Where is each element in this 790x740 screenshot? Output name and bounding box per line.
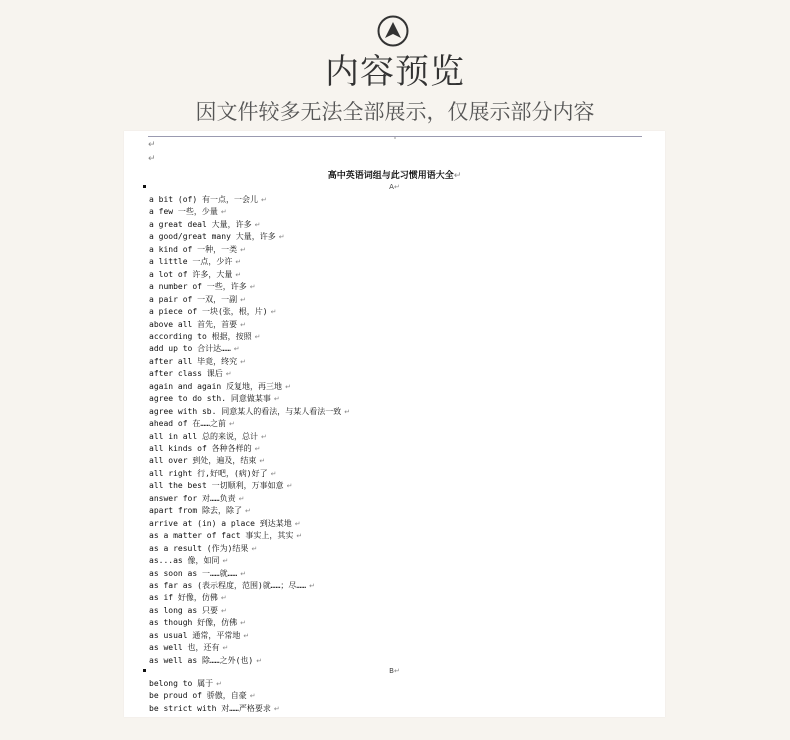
list-item	[149, 207, 227, 217]
list-item	[149, 282, 256, 292]
list-item	[149, 544, 257, 554]
list-item	[149, 357, 246, 367]
entry-text: as if 好像，仿佛	[149, 593, 218, 603]
entry-text: above all 首先，首要	[149, 319, 238, 329]
paragraph-mark: ↵	[148, 154, 156, 164]
list-item	[149, 631, 249, 641]
entry-text: as...as 像，如同	[149, 556, 220, 566]
paragraph-mark: ↵	[220, 208, 227, 217]
paragraph-mark: ↵	[249, 283, 256, 292]
paragraph-mark: ↵	[256, 656, 263, 665]
paragraph-mark: ↵	[233, 345, 240, 354]
paragraph-mark: ↵	[286, 482, 293, 491]
page-subtitle: 因文件较多无法全部展示，仅展示部分内容	[195, 100, 595, 124]
list-item	[149, 270, 241, 280]
list-item	[149, 444, 261, 454]
list-item	[149, 195, 267, 205]
paragraph-mark: ↵	[254, 445, 261, 453]
entry-text: all kinds of 各种各样的	[149, 444, 252, 453]
entry-text: answer for 对……负责	[149, 493, 236, 503]
list-item	[149, 531, 302, 541]
entry-text: belong to 属于	[149, 679, 214, 688]
paragraph-mark: ↵	[235, 270, 242, 279]
list-item	[149, 679, 222, 689]
entry-text: as though 好像，仿佛	[149, 618, 238, 628]
list-item	[149, 245, 246, 255]
entry-text: as usual 通常，平常地	[149, 630, 241, 640]
list-item	[149, 407, 350, 417]
list-item	[149, 320, 246, 330]
entry-text: arrive at (in) a place 到达某地	[149, 518, 292, 528]
paragraph-mark: ↵	[273, 395, 280, 404]
paragraph-mark: ↵	[254, 332, 261, 341]
up-arrow-circle-icon	[377, 15, 409, 47]
page-title: 内容预览	[325, 52, 465, 92]
paragraph-mark: ↵	[222, 557, 229, 566]
entry-text: according to 根据，按照	[149, 331, 252, 341]
paragraph-mark: ↵	[254, 220, 261, 229]
entry-text: a piece of 一块(张，根，片)	[149, 307, 268, 317]
list-item	[149, 519, 301, 529]
entry-text: as long as 只要	[149, 605, 218, 615]
list-item	[149, 556, 228, 566]
list-item	[149, 295, 246, 305]
entry-text: as a matter of fact 事实上，其实	[149, 531, 294, 541]
entry-text: a pair of 一双，一副	[149, 294, 238, 304]
list-item	[149, 456, 265, 466]
paragraph-mark: ↵	[148, 140, 156, 150]
paragraph-mark: ↵	[220, 594, 227, 603]
entry-text: agree to do sth. 同意做某事	[149, 394, 271, 404]
list-item	[149, 432, 267, 442]
paragraph-mark: ↵	[243, 631, 250, 640]
paragraph-mark: ↵	[240, 295, 247, 304]
paragraph-mark: ↵	[228, 420, 235, 429]
entry-text: a number of 一些，许多	[149, 282, 247, 292]
paragraph-mark: ↵	[240, 320, 247, 329]
entry-text: a lot of 许多，大量	[149, 269, 233, 279]
entry-text: as well as 除……之外(也)	[149, 655, 254, 665]
paragraph-mark: ↵	[244, 507, 251, 516]
list-item	[149, 332, 261, 342]
paragraph-mark: ↵	[216, 680, 223, 688]
paragraph-mark: ↵	[235, 258, 242, 267]
entry-text: add up to 合计达……	[149, 344, 231, 354]
entry-text: be strict with 对……严格要求	[149, 703, 271, 713]
entry-text: as well 也，还有	[149, 643, 220, 653]
list-item	[149, 494, 245, 504]
paragraph-mark: ↵	[273, 704, 280, 713]
document-preview	[124, 131, 665, 717]
entry-text: all right 行,好吧，(病)好了	[149, 468, 268, 478]
list-item	[149, 469, 277, 479]
list-item	[149, 618, 246, 628]
paragraph-mark: ↵	[270, 308, 277, 317]
list-item	[149, 481, 293, 491]
list-item	[149, 691, 256, 701]
paragraph-mark: ↵	[270, 469, 277, 478]
entry-text: after class 课后	[149, 369, 223, 379]
entry-text: all in all 总的来说，总计	[149, 431, 258, 441]
list-item	[149, 257, 241, 267]
paragraph-mark: ↵	[294, 519, 301, 528]
entry-text: after all 毕竟，终究	[149, 356, 238, 366]
list-item	[149, 419, 235, 429]
list-item	[149, 643, 228, 653]
list-item	[149, 606, 227, 616]
paragraph-mark: ↵	[240, 245, 247, 254]
entry-text: agree with sb. 同意某人的看法，与某人看法一致	[149, 406, 342, 416]
paragraph-mark: ↵	[260, 432, 267, 441]
list-item	[149, 220, 261, 230]
paragraph-mark: ↵	[309, 581, 315, 590]
paragraph-mark: ↵	[278, 233, 285, 242]
entry-text: a great deal 大量，许多	[149, 219, 252, 229]
paragraph-mark: ↵	[225, 370, 232, 379]
paragraph-mark: ↵	[260, 196, 267, 204]
paragraph-mark: ↵	[220, 606, 227, 615]
section-heading: A↵	[389, 183, 400, 191]
entry-text: a good/great many 大量，许多	[149, 232, 276, 242]
paragraph-mark: ↵	[296, 532, 303, 541]
list-item	[149, 344, 240, 354]
paragraph-mark: ↵	[238, 494, 245, 503]
rule-tick	[394, 137, 396, 139]
list-item	[149, 232, 285, 242]
paragraph-mark: ↵	[240, 569, 247, 578]
paragraph-mark: ↵	[285, 382, 291, 391]
list-item	[149, 593, 227, 603]
list-item	[149, 569, 246, 579]
list-item	[149, 382, 291, 392]
paragraph-mark: ↵	[344, 407, 351, 416]
entry-text: a little 一点，少许	[149, 257, 233, 267]
entry-text: as a result (作为)结果	[149, 543, 249, 553]
list-item	[149, 581, 315, 591]
entry-text: again and again 反复地，再三地	[149, 381, 283, 391]
list-item	[149, 704, 280, 714]
paragraph-mark: ↵	[240, 357, 247, 366]
entry-text: apart from 除去，除了	[149, 506, 242, 516]
document-title: 高中英语词组与此习惯用语大全↵	[327, 171, 462, 181]
entry-text: as soon as 一……就……	[149, 568, 238, 578]
entry-text: a kind of 一种，一类	[149, 244, 238, 254]
list-item	[149, 656, 262, 666]
entry-text: all the best 一切顺利，万事如意	[149, 481, 284, 491]
list-item	[149, 394, 280, 404]
section-heading: B↵	[389, 667, 400, 675]
paragraph-mark: ↵	[259, 457, 266, 466]
entry-text: all over 到处，遍及，结束	[149, 456, 257, 466]
entry-text: be proud of 骄傲，自豪	[149, 691, 247, 701]
entry-text: a few 一些，少量	[149, 207, 218, 217]
entry-text: as far as (表示程度，范围)就……；尽……	[149, 580, 307, 590]
entry-text: a bit (of) 有一点，一会儿	[149, 195, 258, 204]
paragraph-mark: ↵	[249, 692, 256, 701]
list-item	[149, 307, 277, 317]
paragraph-mark: ↵	[222, 644, 229, 653]
paragraph-mark: ↵	[240, 619, 247, 628]
list-item	[149, 369, 232, 379]
entry-text: ahead of 在……之前	[149, 419, 226, 429]
paragraph-mark: ↵	[251, 544, 258, 553]
list-item	[149, 506, 251, 516]
